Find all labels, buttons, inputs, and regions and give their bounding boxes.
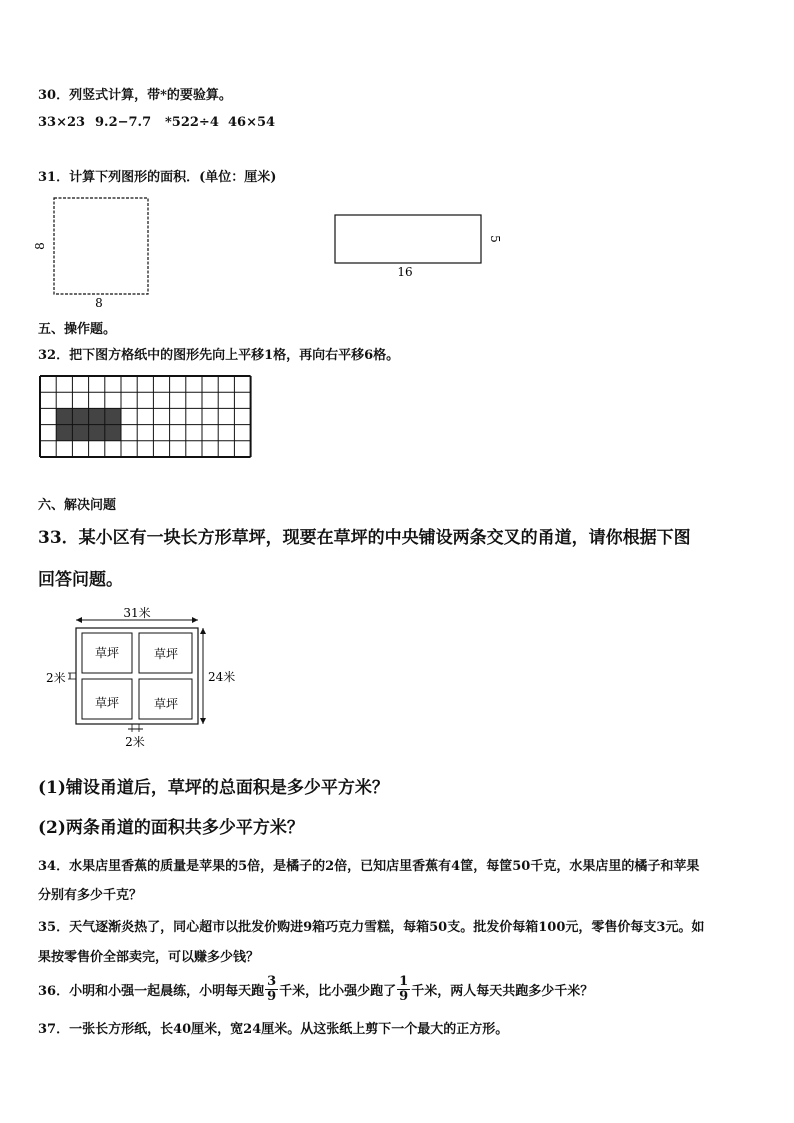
q36	[38, 971, 593, 1007]
lawn-top-label: 31米	[123, 606, 151, 620]
q33-sub2: (2)两条甬道的面积共多少平方米？	[38, 818, 304, 838]
q31-rect-figure	[325, 205, 505, 285]
lawn-right-label: 24米	[208, 670, 236, 684]
lawn-label-tr: 草坪	[153, 647, 179, 661]
q32-title: 32．把下图方格纸中的图形先向上平移1格，再向右平移6格。	[38, 348, 400, 363]
lawn-label-br: 草坪	[153, 697, 179, 711]
q36-part1: 36．小明和小强一起晨练，小明每天跑	[38, 983, 265, 999]
rect-shape	[335, 215, 481, 263]
q33-sub1: (1)铺设甬道后，草坪的总面积是多少平方米？	[38, 778, 389, 798]
q36-frac2-num: 1	[399, 973, 409, 989]
q36-part3: 千米，两人每天共跑多少千米？	[411, 983, 594, 999]
q35-line1: 35．天气逐渐炎热了，同心超市以批发价购进9箱巧克力雪糕，每箱50支。批发价每箱100元，零售价每支3元。如	[38, 920, 705, 935]
q35-line2: 果按零售价全部卖完，可以赚多少钱？	[38, 950, 260, 965]
q37: 37．一张长方形纸，长40厘米，宽24厘米。从这张纸上剪下一个最大的正方形。	[38, 1022, 509, 1037]
section6-heading: 六、解决问题	[38, 498, 117, 513]
square-side-label: 8	[33, 242, 47, 250]
q34-line2: 分别有多少千克？	[38, 888, 143, 903]
q33-line2: 回答问题。	[38, 570, 123, 590]
q33-lawn-figure	[40, 606, 240, 756]
q36-frac1-num: 3	[267, 973, 277, 989]
section5-heading: 五、操作题。	[38, 322, 117, 337]
q36-frac1-den: 9	[267, 988, 277, 1004]
q36-fraction-1	[265, 975, 278, 1004]
q30-item-1: 33×23	[38, 115, 86, 130]
lawn-bottom-label: 2米	[125, 735, 145, 749]
q33-line1: 33．某小区有一块长方形草坪，现要在草坪的中央铺设两条交叉的甬道，请你根据下图	[38, 528, 691, 548]
q30-item-2: 9.2−7.7	[95, 115, 152, 130]
q30-item-3: *522÷4	[165, 115, 219, 130]
q31-square-figure	[30, 190, 170, 310]
q31-title: 31．计算下列图形的面积．(单位：厘米)	[38, 170, 277, 185]
lawn-label-bl: 草坪	[94, 696, 120, 710]
rect-width-label: 5	[488, 235, 502, 243]
square-shape	[54, 198, 148, 294]
rect-length-label: 16	[397, 265, 413, 279]
lawn-left-label: 2米	[46, 671, 66, 685]
q30-item-4: 46×54	[228, 115, 276, 130]
q34-line1: 34．水果店里香蕉的质量是苹果的5倍，是橘子的2倍，已知店里香蕉有4筐，每筐50千克，水果店里的橘子和苹果	[38, 859, 700, 874]
q30-title: 30．列竖式计算，带*的要验算。	[38, 88, 232, 103]
q36-fraction-2	[397, 975, 410, 1004]
q36-part2: 千米，比小强少跑了	[279, 983, 397, 999]
q32-grid	[38, 374, 258, 466]
square-bottom-label: 8	[95, 296, 103, 310]
lawn-label-tl: 草坪	[94, 646, 120, 660]
q36-frac2-den: 9	[399, 988, 409, 1004]
